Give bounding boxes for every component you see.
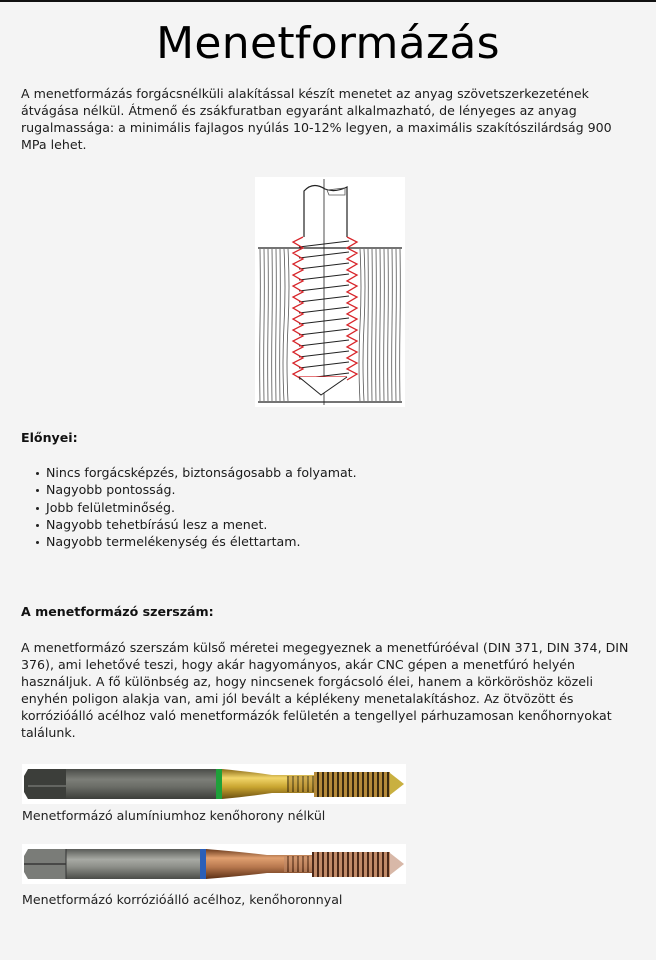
list-item: Nagyobb termelékenység és élettartam. [30,533,357,550]
benefits-heading: Előnyei: [21,430,78,445]
list-item: Nagyobb tehetbírású lesz a menet. [30,516,357,533]
thread-profile-red [293,237,357,380]
list-item: Nincs forgácsképzés, biztonságosabb a folyamat. [30,464,357,481]
list-item: Nagyobb pontosság. [30,481,357,498]
tap-tool-graphic [22,764,406,804]
thread-forming-diagram [255,177,405,407]
tool-tip [299,377,347,395]
intro-paragraph: A menetformázás forgácsnélküli alakítással készít menetet az anyag szövetszerkezetének átvágása nélkül. Átmenő és zsákfuratban egyaránt alkalmazható, de lényeges az anyag rugalmassága: a minimális fajlagos nyúlás 10-12% legyen, a maximális szakítószilárdság 900 MPa lehet. [21,86,612,152]
tool-shank [304,179,347,405]
color-ring [200,849,206,879]
page-title: Menetformázás [156,18,500,69]
thread-forming-illustration [255,177,405,407]
thread-former-stainless-image [22,844,406,884]
image-caption: Menetformázó alumíniumhoz kenőhorony nélkül [22,808,326,823]
tool-description: A menetformázó szerszám külső méretei megegyeznek a menetfúróéval (DIN 371, DIN 374, DIN 376), ami lehetővé teszi, hogy akár hagyományos, akár CNC gépen a menetfúró helyén használjuk. A fő különbség az, hogy nincsenek forgácsoló élei, hanem a körköröshöz közeli enyhén poligon alakja van, ami jól bevált a képlékeny menetalakításhoz. Az ötvözött és korrózióálló acélhoz való menetformázók felületén a tengellyel párhuzamosan kenőhornyokat találunk. [21,640,629,740]
thread-former-aluminium-image [22,764,406,804]
color-ring [216,769,222,799]
tap-tool-graphic [22,844,406,884]
list-item: Jobb felületminőség. [30,499,357,516]
benefits-list [30,464,357,550]
image-caption: Menetformázó korrózióálló acélhoz, kenőhoronnyal [22,892,343,907]
tool-heading: A menetformázó szerszám: [21,604,214,619]
